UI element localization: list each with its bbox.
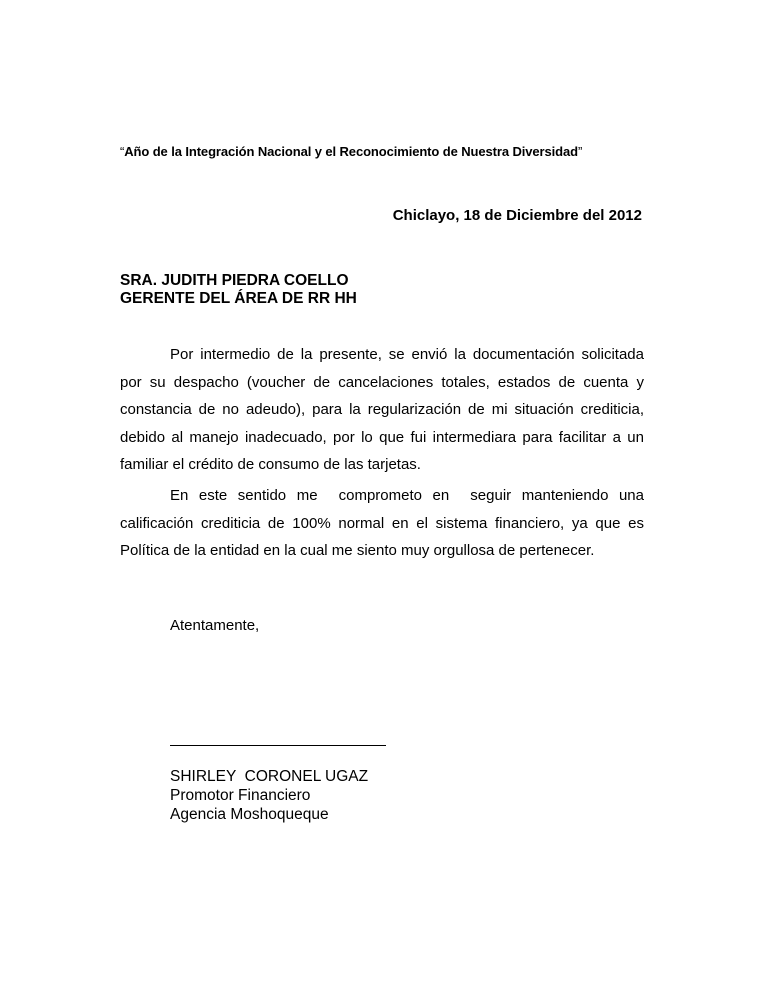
- body-paragraph-2: En este sentido me comprometo en seguir manteniendo una calificación crediticia de 100% normal en el sistema financiero, ya que es Política de la entidad en la cual me siento muy orgullosa de pertenecer.: [120, 487, 649, 559]
- motto-close-quote: ”: [577, 144, 583, 159]
- year-motto: [120, 144, 582, 159]
- signer-position: Promotor Financiero: [170, 787, 311, 804]
- body-paragraph-1: Por intermedio de la presente, se envió la documentación solicitada por su despacho (voucher de cancelaciones totales, estados de cuenta y constancia de no adeudo), para la regularización de mi situación crediticia, debido al manejo inadecuado, por lo que fui intermediara para facilitar a un familiar el crédito de consumo de las tarjetas.: [120, 346, 644, 473]
- signer-block: [170, 767, 368, 824]
- signature-line: [170, 745, 386, 746]
- signer-office: Agencia Moshoqueque: [170, 806, 329, 823]
- motto-open-quote: “: [120, 144, 125, 159]
- place-and-date: Chiclayo, 18 de Diciembre del 2012: [392, 207, 642, 224]
- motto-text: Año de la Integración Nacional y el Reconocimiento de Nuestra Diversidad: [124, 144, 578, 159]
- recipient-block: [120, 272, 357, 308]
- signer-name: SHIRLEY CORONEL UGAZ: [170, 768, 369, 785]
- recipient-name: SRA. JUDITH PIEDRA COELLO: [120, 272, 349, 289]
- recipient-title: GERENTE DEL ÁREA DE RR HH: [120, 290, 357, 307]
- closing-salutation: Atentamente,: [170, 617, 260, 634]
